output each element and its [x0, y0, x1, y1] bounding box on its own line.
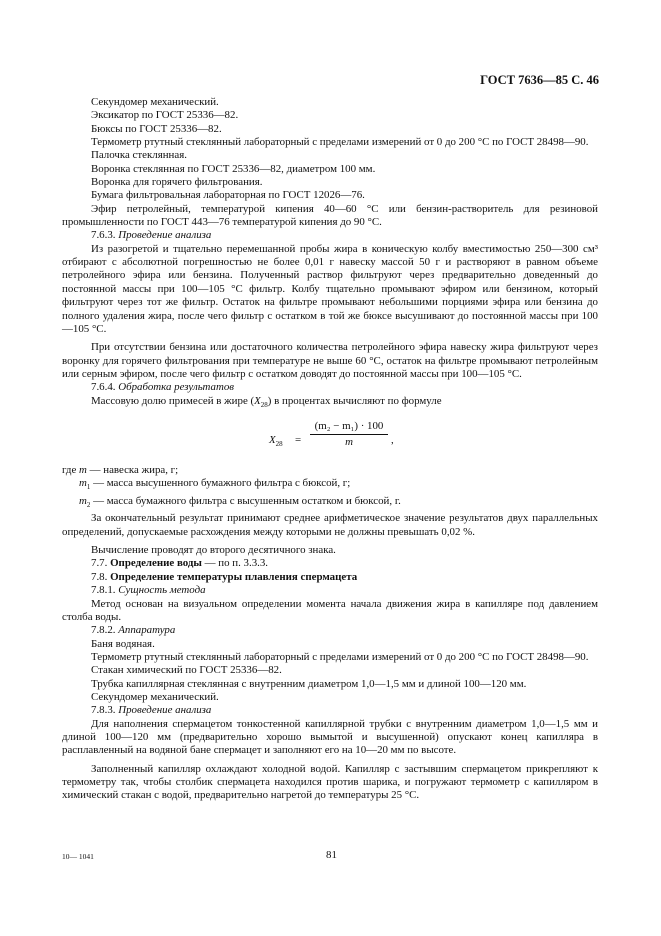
- section-heading-781: [62, 584, 598, 597]
- text: ) в процентах вычисляют по формуле: [267, 394, 442, 407]
- text: — масса бумажного фильтра с высушенным остатком и бюксой, г.: [90, 494, 401, 507]
- paragraph: За окончательный результат принимают среднее арифметическое значение результатов двух параллельных определений, допускаемые расхождения между которыми не должны превышать 0,02 %.: [62, 512, 598, 538]
- section-heading-764: [62, 381, 598, 394]
- paragraph: Вычисление проводят до второго десятичного знака.: [91, 544, 336, 557]
- formula-equals: =: [295, 434, 302, 447]
- section-number: 7.8.3.: [91, 704, 116, 717]
- paragraph: При отсутствии бензина или достаточного количества петролейного эфира навеску жира фильтруют через воронку для горячего фильтрования при температуре не выше 60 °С, остаток на фильтре промывают петролейным или серным эфиром, после чего фильтр с остатком доводят до постоянной массы при 100—105 °С.: [62, 341, 598, 380]
- footer-code: 10— 1041: [62, 852, 94, 861]
- text: — навеска жира, г;: [86, 464, 179, 477]
- section-heading-782: [62, 624, 598, 637]
- section-number: 7.8.: [91, 570, 108, 583]
- section-title: Аппаратура: [118, 624, 176, 637]
- variable-symbol: m: [79, 494, 87, 507]
- paragraph: Из разогретой и тщательно перемешанной пробы жира в коническую колбу вместимостью 250—300 см³ отбирают с абсолютной погрешностью не более 0,01 г навеску массой 50 г и растворяют в равном объеме петролейного эфира или бензина. Полученный раствор фильтруют через предварительно доведенный до постоянной массы при 100—105 °С фильтр. Колбу тщательно промывают эфиром или бензином, который фильтруют через тот же фильтр. Остаток на фильтре промывают небольшими порциями эфира или бензина до полного удаления жира, после чего фильтр с остатком в той же бюксе высушивают до постоянной массы при 100—105 °С.: [62, 242, 598, 335]
- formula-intro: [62, 395, 598, 413]
- list-item: Палочка стеклянная.: [91, 149, 187, 162]
- formula-tail: ,: [391, 434, 394, 447]
- formula-subscript: 28: [275, 440, 283, 449]
- variable-subscript: 1: [86, 483, 91, 492]
- paragraph: Метод основан на визуальном определении момента начала движения жира в капилляре под давлением столба воды.: [62, 597, 598, 623]
- list-item: Эксикатор по ГОСТ 25336—82.: [91, 109, 239, 122]
- paragraph: Заполненный капилляр охлаждают холодной водой. Капилляр с застывшим спермацетом прикрепляют к термометру так, чтобы столбик спермацета находился против шарика, и погружают термометр с капилляром в химический стакан с водой, предварительно нагретой до температуры 25 °С.: [62, 762, 598, 802]
- section-number: 7.6.4.: [91, 381, 116, 394]
- variable-subscript: 28: [260, 400, 268, 409]
- list-item: Трубка капиллярная стеклянная с внутренним диаметром 1,0—1,5 мм и длиной 100—120 мм.: [91, 677, 527, 690]
- list-item: Эфир петролейный, температурой кипения 40—60 °С или бензин-растворитель для резиновой промышленности по ГОСТ 443—76 температурой кипения до 90 °С.: [62, 202, 598, 229]
- variable: m: [79, 464, 87, 477]
- list-item: Термометр ртутный стеклянный лабораторный с пределами измерений от 0 до 200 °С по ГОСТ 28498—90.: [91, 650, 589, 663]
- where-line: [62, 464, 598, 477]
- text: — масса высушенного бумажного фильтра с бюксой, г;: [90, 477, 351, 490]
- formula-numerator: (m₂ − m₁) · 100: [310, 420, 388, 435]
- list-item: Баня водяная.: [91, 637, 155, 650]
- section-number: 7.6.3.: [91, 229, 116, 242]
- list-item: Воронка стеклянная по ГОСТ 25336—82, диаметром 100 мм.: [91, 162, 376, 175]
- section-heading-763: [62, 229, 598, 242]
- section-title: Сущность метода: [118, 584, 206, 597]
- variable-symbol: m: [79, 477, 87, 490]
- page-number: 81: [326, 849, 337, 861]
- text: Массовую долю примесей в жире (: [91, 394, 255, 407]
- section-title: Проведение анализа: [118, 229, 212, 242]
- text: — по п. 3.3.3.: [201, 557, 269, 570]
- section-title: Проведение анализа: [118, 704, 212, 717]
- section-heading-78: [62, 571, 598, 584]
- section-number: 7.7.: [91, 557, 108, 570]
- list-item: Секундомер механический.: [91, 690, 219, 703]
- list-item: Стакан химический по ГОСТ 25336—82.: [91, 664, 282, 677]
- list-item: Секундомер механический.: [91, 96, 219, 108]
- list-item: Термометр ртутный стеклянный лабораторный с пределами измерений от 0 до 200 °С по ГОСТ 28498—90.: [91, 136, 589, 149]
- page-header: ГОСТ 7636—85 С. 46: [480, 73, 599, 87]
- list-item: Бюксы по ГОСТ 25336—82.: [91, 122, 222, 135]
- variable: [79, 494, 91, 510]
- where-line: [62, 477, 598, 495]
- variable: [79, 477, 91, 492]
- where-line: [62, 495, 598, 513]
- section-heading-783: [62, 704, 598, 717]
- section-title: Обработка результатов: [118, 381, 235, 394]
- section-number: 7.8.2.: [91, 624, 116, 637]
- list-item: Бумага фильтровальная лабораторная по ГОСТ 12026—76.: [91, 189, 365, 202]
- text: где: [62, 464, 80, 477]
- section-heading-77: [62, 557, 598, 570]
- section-number: 7.8.1.: [91, 584, 116, 597]
- formula-symbol: X: [269, 434, 276, 447]
- variable-subscript: 2: [86, 501, 91, 510]
- formula: [62, 420, 598, 460]
- variable: [254, 395, 268, 407]
- formula-denominator: m: [345, 436, 353, 449]
- section-title: Определение воды: [110, 557, 202, 570]
- paragraph: Для наполнения спермацетом тонкостенной капиллярной трубки с внутренним диаметром 1,0—1,5 мм и длиной 100—120 мм (предварительно хорошо вымытой и высушенной) опускают конец капилляра в расплавленный на водяной бане спермацет и заполняют его на 10—20 мм по высоте.: [62, 717, 598, 757]
- document-body: [62, 96, 598, 803]
- formula-lhs: [269, 434, 283, 452]
- variable-symbol: X: [254, 394, 261, 407]
- section-title: Определение температуры плавления спермацета: [110, 570, 358, 583]
- list-item: Воронка для горячего фильтрования.: [91, 176, 263, 189]
- formula-fraction: [310, 420, 388, 450]
